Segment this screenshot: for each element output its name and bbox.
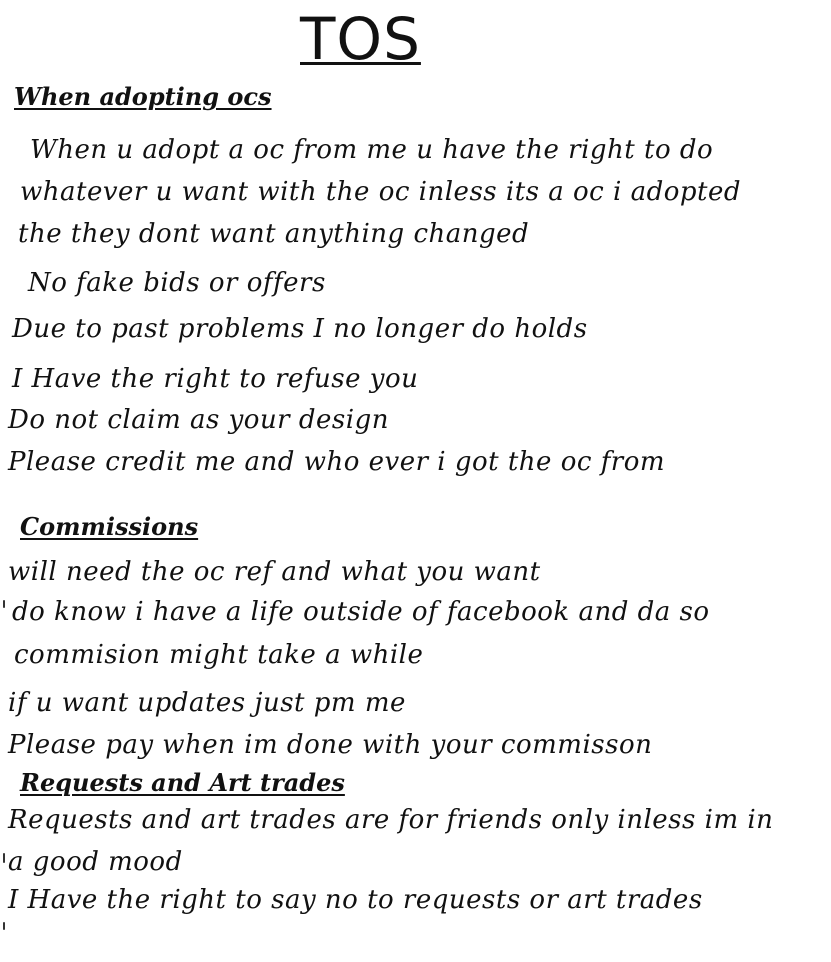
text-line: Requests and art trades are for friends only inless im in xyxy=(8,805,774,835)
text-line: whatever u want with the oc inless its a oc i adopted xyxy=(20,177,742,207)
text-line: a good mood xyxy=(8,847,183,877)
text-line: do know i have a life outside of facebook and da so xyxy=(12,597,710,627)
text-line: if u want updates just pm me xyxy=(8,688,406,718)
text-line: Due to past problems I no longer do holds xyxy=(12,314,588,344)
text-line: I Have the right to say no to requests or art trades xyxy=(8,885,703,915)
edge-mark xyxy=(3,600,5,608)
edge-mark xyxy=(3,853,5,863)
text-line: Do not claim as your design xyxy=(8,405,389,435)
text-line: commision might take a while xyxy=(14,640,424,670)
text-line: When u adopt a oc from me u have the right to do xyxy=(30,135,714,165)
section-heading-requests: Requests and Art trades xyxy=(20,768,345,797)
page-title: TOS xyxy=(300,5,421,73)
text-line: No fake bids or offers xyxy=(28,268,326,298)
text-line: the they dont want anything changed xyxy=(18,219,530,249)
text-line: Please credit me and who ever i got the oc from xyxy=(8,447,666,477)
edge-mark xyxy=(3,922,5,930)
section-heading-adopting: When adopting ocs xyxy=(14,82,272,111)
text-line: will need the oc ref and what you want xyxy=(8,557,541,587)
section-heading-commissions: Commissions xyxy=(20,512,199,541)
text-line: Please pay when im done with your commisson xyxy=(8,730,653,760)
text-line: I Have the right to refuse you xyxy=(12,364,419,394)
